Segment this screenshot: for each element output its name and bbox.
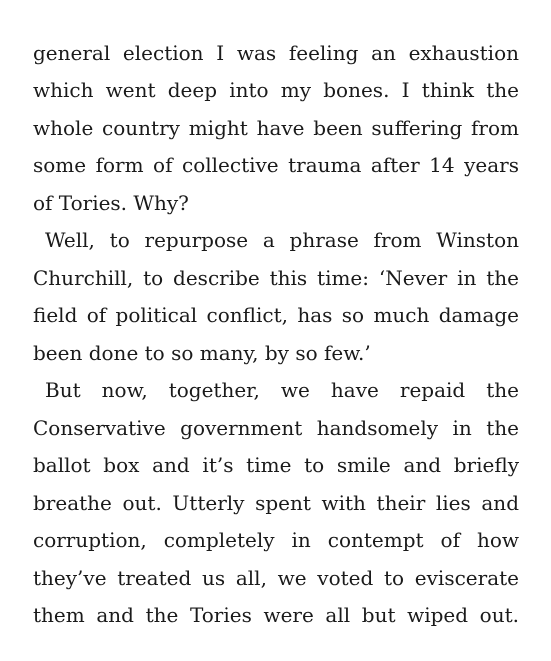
text-line: whole country might have been suffering from — [33, 116, 519, 140]
text-line: some form of collective trauma after 14 years — [33, 153, 519, 177]
text-line: which went deep into my bones. I think the — [33, 78, 519, 102]
text-line: been done to so many, by so few.’ — [33, 341, 371, 365]
book-page — [33, 0, 519, 661]
text-line: them and the Tories were all but wiped out. — [33, 603, 519, 627]
text-line: ballot box and it’s time to smile and briefly — [33, 453, 519, 477]
text-line: of Tories. Why? — [33, 191, 189, 215]
text-line: general election I was feeling an exhaustion — [33, 41, 519, 65]
text-line: corruption, completely in contempt of how — [33, 528, 519, 552]
text-line: breathe out. Utterly spent with their lies and — [33, 491, 519, 515]
text-line: Well, to repurpose a phrase from Winston — [45, 228, 519, 252]
text-line: Conservative government handsomely in the — [33, 416, 519, 440]
text-line: they’ve treated us all, we voted to eviscerate — [33, 566, 519, 590]
text-line: field of political conflict, has so much damage — [33, 303, 519, 327]
text-line: But now, together, we have repaid the — [45, 378, 519, 402]
text-line: Churchill, to describe this time: ‘Never in the — [33, 266, 519, 290]
